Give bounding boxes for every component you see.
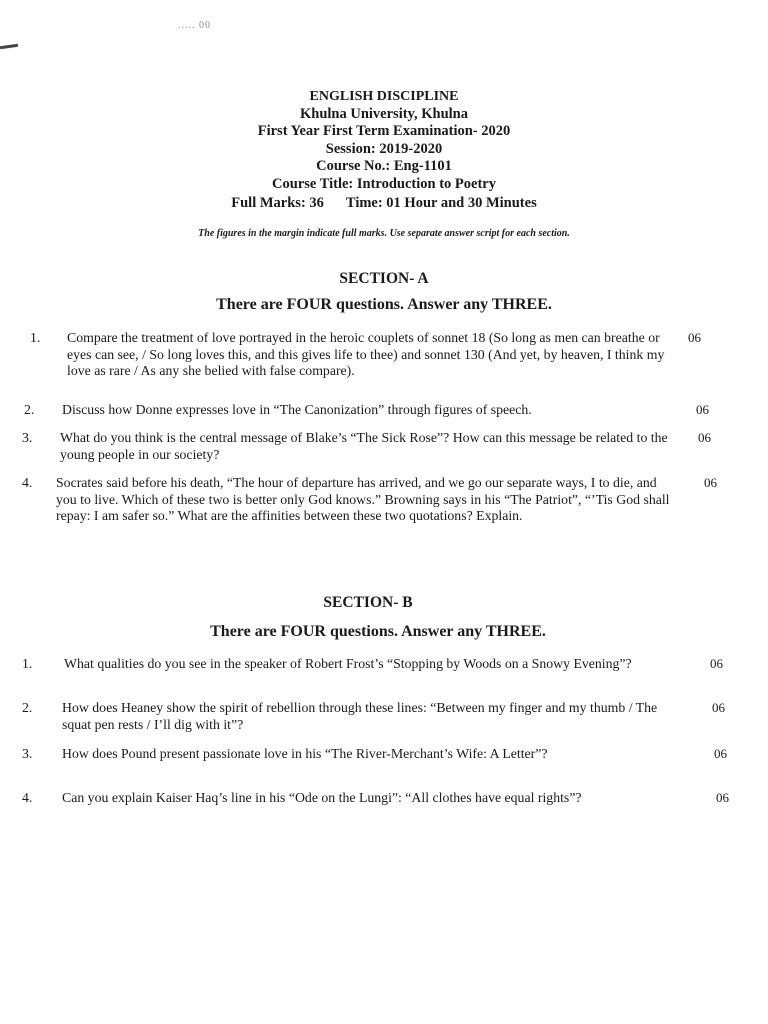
question-marks: 06: [704, 475, 717, 490]
course-title: Course Title: Introduction to Poetry: [272, 175, 496, 192]
question-marks: 06: [714, 746, 727, 761]
question-text: How does Heaney show the spirit of rebellion through these lines: “Between my finger and my thumb / The squat pen rests / I’ll dig with it”?: [62, 700, 658, 732]
section-b-subtitle: There are FOUR questions. Answer any THREE.: [210, 623, 546, 640]
section-a-title: SECTION- A: [339, 270, 429, 287]
university-name: Khulna University, Khulna: [299, 105, 468, 122]
question-marks: 06: [696, 402, 709, 417]
exam-name: First Year First Term Examination- 2020: [257, 123, 511, 139]
question-text: Discuss how Donne expresses love in “The Canonization” through figures of speech.: [62, 402, 532, 417]
question-text: Socrates said before his death, “The hour of departure has arrived, and we go our separate ways, I to die, and you to live. Which of these two is better only God knows.” Browning says in his “The Patriot”, “’Tis God shall repay: I am safer so.” What are the affinities between these two quotations? Explain.: [56, 475, 670, 523]
scan-mark: [0, 44, 18, 49]
question-text: What qualities do you see in the speaker of Robert Frost’s “Stopping by Woods on a Snowy Evening”?: [64, 656, 632, 671]
question-number: 4.: [22, 790, 33, 805]
question-number: 1.: [30, 330, 41, 345]
question-marks: 06: [698, 430, 711, 445]
discipline-heading: ENGLISH DISCIPLINE: [309, 89, 459, 104]
exam-time: Time: 01 Hour and 30 Minutes: [345, 195, 537, 211]
full-marks: Full Marks: 36: [231, 195, 324, 211]
question-text: Can you explain Kaiser Haq’s line in his “Ode on the Lungi”: “All clothes have equal rights”?: [62, 790, 582, 805]
question-marks: 06: [712, 700, 725, 715]
section-a-subtitle: There are FOUR questions. Answer any THREE.: [216, 296, 552, 313]
course-number: Course No.: Eng-1101: [316, 158, 452, 174]
question-number: 3.: [22, 746, 33, 761]
top-scribble: ..... 00: [178, 20, 211, 31]
session: Session: 2019-2020: [325, 140, 443, 157]
question-marks: 06: [710, 656, 723, 671]
question-number: 2.: [22, 700, 33, 715]
question-number: 2.: [24, 402, 35, 417]
exam-header: [0, 88, 768, 212]
section-b-title: SECTION- B: [323, 594, 413, 611]
question-text: What do you think is the central message of Blake’s “The Sick Rose”? How can this message be related to the young people in our society?: [60, 430, 668, 462]
question-marks: 06: [716, 790, 729, 805]
question-number: 3.: [22, 430, 33, 445]
question-number: 1.: [22, 656, 33, 671]
question-text: Compare the treatment of love portrayed in the heroic couplets of sonnet 18 (So long as men can breathe or eyes can see, / So long loves this, and this gives life to thee) and sonnet 130 (And yet, by heaven, I think my love as rare / As any she belied with false compare).: [67, 330, 665, 378]
marks-time-row: [0, 195, 768, 212]
question-text: How does Pound present passionate love in his “The River-Merchant’s Wife: A Letter”?: [62, 746, 548, 761]
question-number: 4.: [22, 475, 33, 490]
instruction-note: The figures in the margin indicate full marks. Use separate answer script for each section.: [198, 228, 570, 239]
question-marks: 06: [688, 330, 701, 345]
